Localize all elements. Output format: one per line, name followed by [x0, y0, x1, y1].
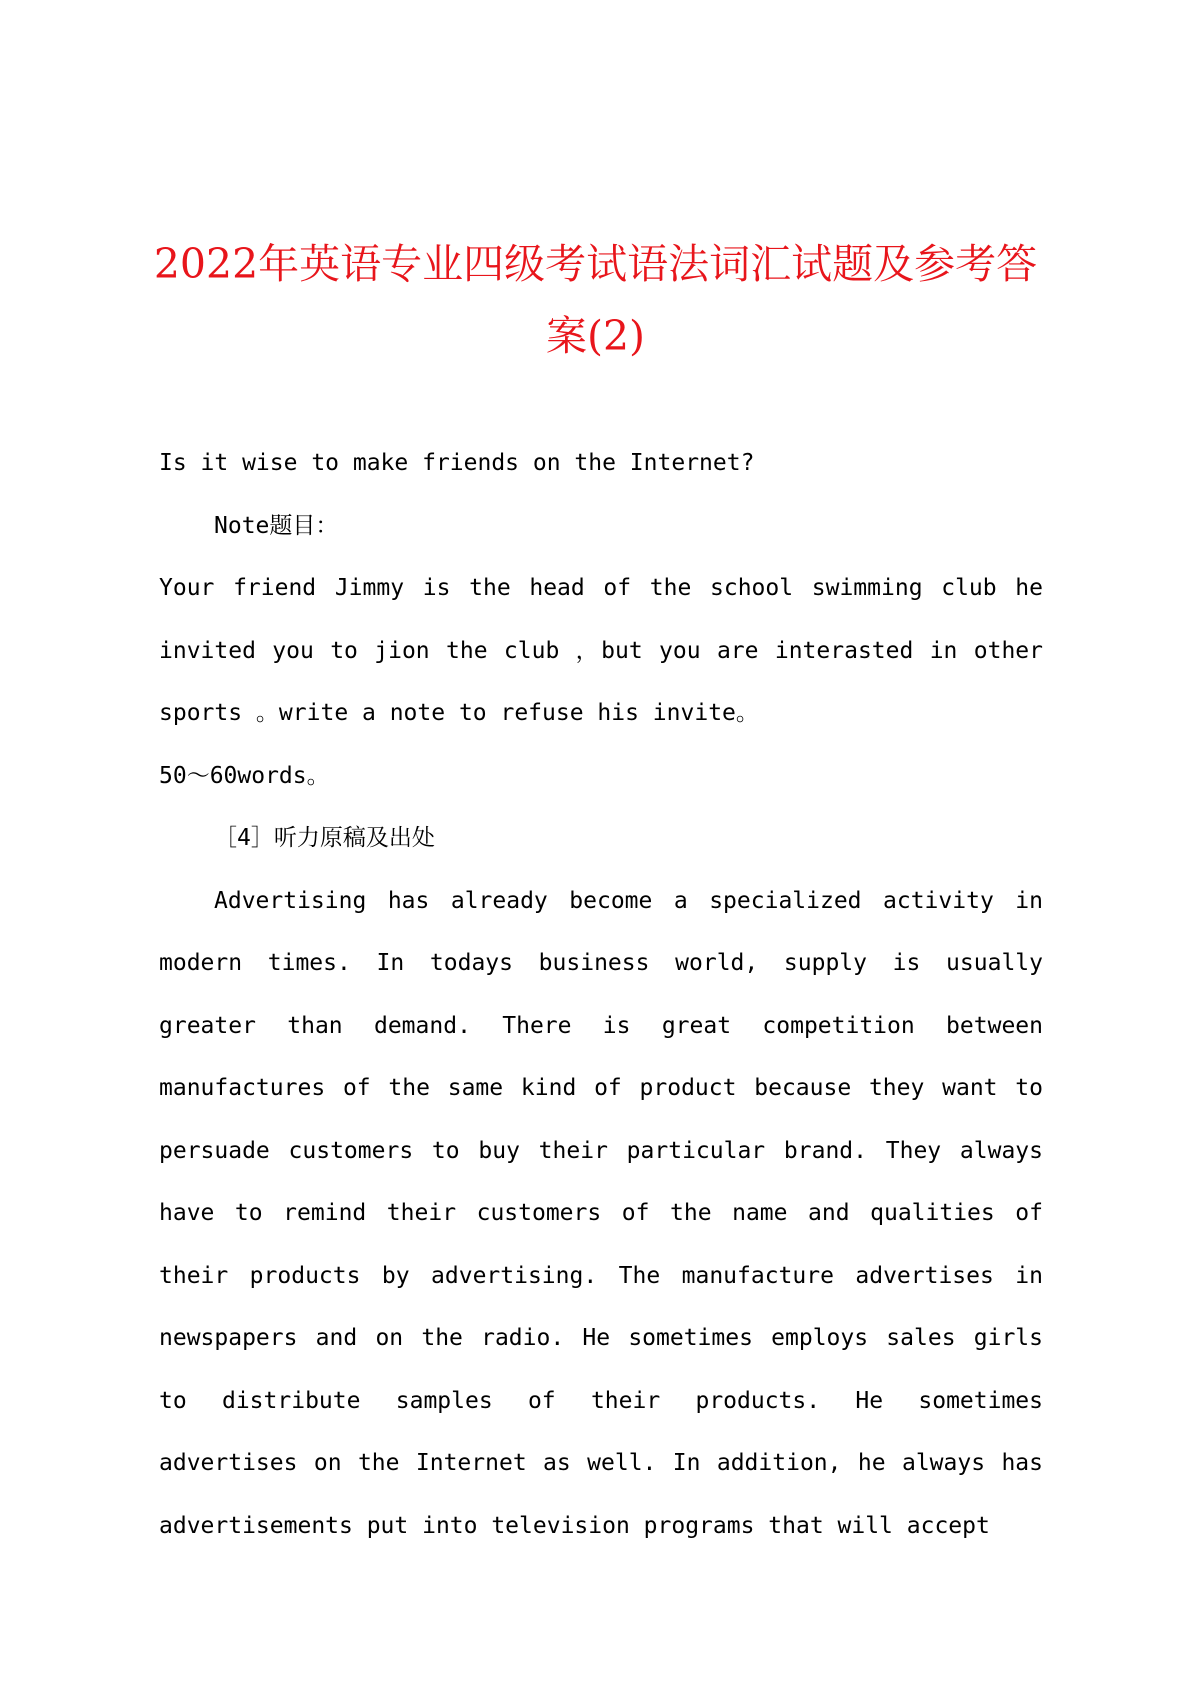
document-body — [159, 432, 1043, 1557]
passage-paragraph: Advertising has already become a specialized activity in modern times. In todays business world, supply is usually greater than demand. There is great competition between manufactures of the same kind of product because they want to persuade customers to buy their particular brand. They always have to remind their customers of the name and qualities of their products by advertising. The manufacture advertises in newspapers and on the radio. He sometimes employs sales girls to distribute samples of their products. He sometimes advertises on the Internet as well. In addition, he always has advertisements put into television programs that will accept — [159, 887, 1043, 1539]
note-heading: Note题目： — [214, 512, 339, 539]
note-body: Your friend Jimmy is the head of the school swimming club he invited you to jion the club ，but you are interasted in other sports 。write a note to refuse his invite。 — [159, 575, 1043, 726]
section-heading: ［4］听力原稿及出处 — [214, 825, 435, 851]
word-count: 50～60words。 — [159, 762, 330, 789]
question-line: Is it wise to make friends on the Internet? — [159, 450, 755, 476]
document-title: 2022年英语专业四级考试语法词汇试题及参考答案(2) — [153, 240, 1038, 360]
